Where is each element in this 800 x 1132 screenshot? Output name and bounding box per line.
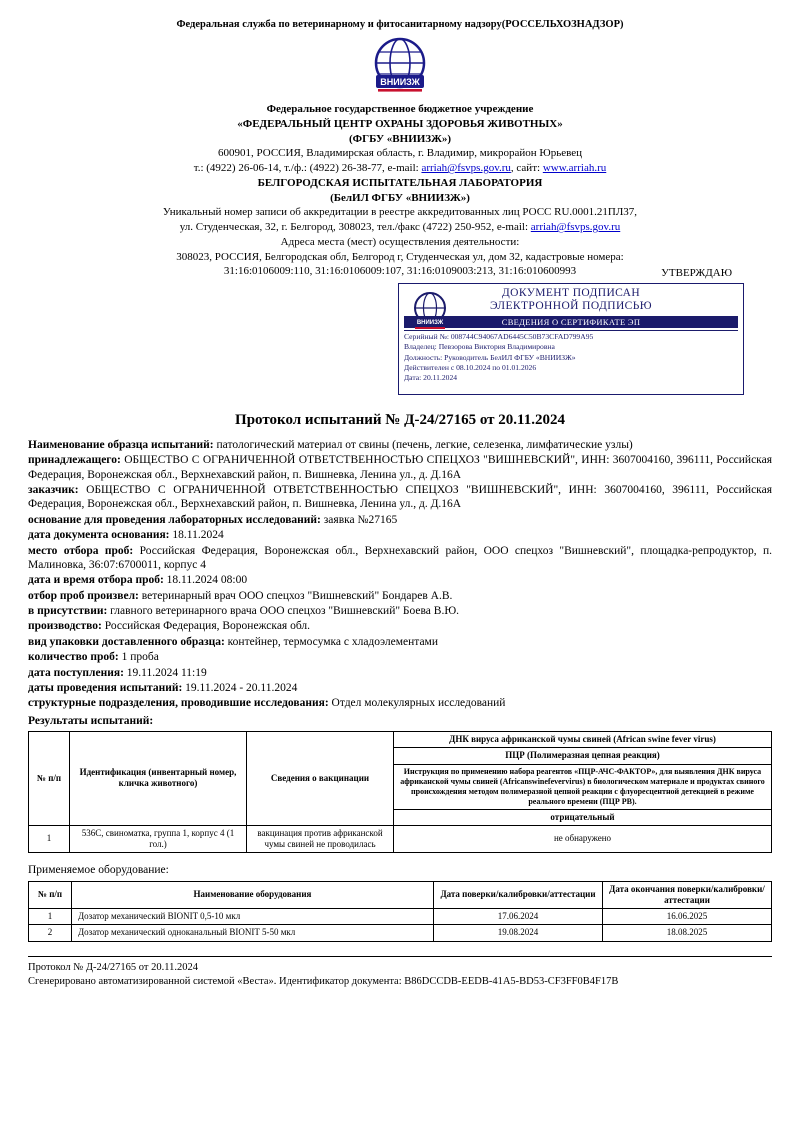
email-link[interactable]: arriah@fsvps.gov.ru xyxy=(421,162,511,175)
equipment-row-name: Дозатор механический ВIONIT 0,5-10 мкл xyxy=(72,909,434,925)
field-label: вид упаковки доставленного образца: xyxy=(28,635,225,648)
places-title: Адреса места (мест) осуществления деятельности: xyxy=(280,235,520,248)
org-line-2: «ФЕДЕРАЛЬНЫЙ ЦЕНТР ОХРАНЫ ЗДОРОВЬЯ ЖИВОТНЫХ» xyxy=(237,117,563,130)
equipment-col-date: Дата поверки/калибровки/аттестации xyxy=(434,881,603,909)
field-value: Российская Федерация, Воронежская обл., Верхнехавский район, ООО спецхоз "Вишневский", площадка-репродуктор, п. Малиновка, 36:07:6700011, корпус 4 xyxy=(28,544,772,571)
stamp-line-2: ЭЛЕКТРОННОЙ ПОДПИСЬЮ xyxy=(490,300,652,313)
places-line-2: 31:16:0106009:110, 31:16:0106009:107, 31:16:0109003:213, 31:16:010600993 xyxy=(223,265,577,278)
row-num: 1 xyxy=(29,825,70,853)
org-line-1: Федеральное государственное бюджетное учреждение xyxy=(266,103,534,116)
field-label: принадлежащего: xyxy=(28,454,121,467)
svg-text:ВНИИЗЖ: ВНИИЗЖ xyxy=(416,320,444,327)
field-label: место отбора проб: xyxy=(28,544,134,557)
equipment-col-name: Наименование оборудования xyxy=(72,881,434,909)
stamp-position: Должность: Руководитель БелИЛ ФГБУ «ВНИИЗЖ» xyxy=(404,352,576,362)
lab-email-link[interactable]: arriah@fsvps.gov.ru xyxy=(530,221,621,234)
vniizh-logo-icon xyxy=(368,35,432,97)
equipment-row-date: 19.08.2024 xyxy=(434,925,603,941)
equipment-table xyxy=(28,881,772,942)
col-vaccination-header: Сведения о вакцинации xyxy=(247,732,394,826)
field-departments xyxy=(28,696,772,710)
field-value: Отдел молекулярных исследований xyxy=(328,697,506,710)
field-value: патологический материал от свины (печень, легкие, селезенка, лимфатические узлы) xyxy=(213,438,633,451)
field-value: 19.11.2024 - 20.11.2024 xyxy=(182,681,298,694)
footer xyxy=(28,956,772,990)
table-header-row xyxy=(29,732,772,748)
equipment-row-num: 1 xyxy=(29,909,72,925)
field-sampled-by xyxy=(28,589,772,603)
field-owner xyxy=(28,453,772,482)
authority-line: Федеральная служба по ветеринарному и фитосанитарному надзору(РОССЕЛЬХОЗНАДЗОР) xyxy=(176,19,624,30)
results-label: Результаты испытаний: xyxy=(28,714,154,727)
field-label: дата документа основания: xyxy=(28,529,170,542)
table-row xyxy=(29,925,772,941)
contacts-mid: , сайт: xyxy=(510,162,543,175)
field-basis xyxy=(28,513,772,527)
field-sample-name xyxy=(28,438,772,452)
field-value: 19.11.2024 11:19 xyxy=(123,666,207,679)
fields-list xyxy=(28,438,772,711)
field-packaging xyxy=(28,635,772,649)
col-result-header: отрицательный xyxy=(394,809,772,825)
logo-container xyxy=(28,35,772,97)
stamp-title xyxy=(404,287,738,313)
org-address: 600901, РОССИЯ, Владимирская область, г. Владимир, микрорайон Юрьевец xyxy=(218,147,582,160)
website-link[interactable]: www.arriah.ru xyxy=(542,162,607,175)
equipment-row-name: Дозатор механический одноканальный ВIONIT 5-50 мкл xyxy=(72,925,434,941)
row-result: не обнаружено xyxy=(394,825,772,853)
field-value: ОБЩЕСТВО С ОГРАНИЧЕННОЙ ОТВЕТСТВЕННОСТЬЮ СПЕЦХОЗ "ВИШНЕВСКИЙ", ИНН: 3607004160, 396111, Российская Федерация, Воронежская обл., Верхнехавский район, п. Вишневка, Ленина ул., д. Д.16А xyxy=(28,454,772,481)
equipment-col-num: № п/п xyxy=(29,881,72,909)
field-label: даты проведения испытаний: xyxy=(28,681,183,694)
field-value: ОБЩЕСТВО С ОГРАНИЧЕННОЙ ОТВЕТСТВЕННОСТЬЮ СПЕЦХОЗ "ВИШНЕВСКИЙ", ИНН: 3607004160, 396111, Российская Федерация, Воронежская обл., Верхнехавский район, п. Вишневка, Ленина ул., д. Д.16А xyxy=(28,484,772,511)
footer-protocol: Протокол № Д-24/27165 от 20.11.2024 xyxy=(28,961,198,973)
table-row xyxy=(29,825,772,853)
field-sample-count xyxy=(28,650,772,664)
field-label: основание для проведения лабораторных исследований: xyxy=(28,513,321,526)
field-test-dates xyxy=(28,681,772,695)
stamp-issuer: Владелец: Певзорова Виктория Владимировна xyxy=(404,342,555,352)
field-label: структурные подразделения, проводившие исследования: xyxy=(28,697,329,710)
col-virus-header: ДНК вируса африканской чумы свиней (African swine fever virus) xyxy=(394,732,772,748)
equipment-row-date: 17.06.2024 xyxy=(434,909,603,925)
equipment-col-end: Дата окончания поверки/калибровки/аттестации xyxy=(603,881,772,909)
field-label: в присутствии: xyxy=(28,605,108,617)
stamp-details xyxy=(404,330,738,383)
field-sampling-datetime xyxy=(28,573,772,587)
results-table xyxy=(28,731,772,853)
col-method-header: ПЦР (Полимеразная цепная реакция) xyxy=(394,748,772,764)
stamp-band: СВЕДЕНИЯ О СЕРТИФИКАТЕ ЭП xyxy=(404,316,738,329)
footer-divider xyxy=(28,956,772,957)
field-value: главного ветеринарного врача ООО спецхоз "Вишневский" Боева В.Ю. xyxy=(107,605,460,617)
field-value: контейнер, термосумка с хладоэлементами xyxy=(224,635,438,648)
equipment-header-row xyxy=(29,881,772,909)
col-num-header: № п/п xyxy=(29,732,70,826)
places-line-1: 308023, РОССИЯ, Белгородская обл, Белгород г, Студенческая ул, дом 32, кадастровые номера: xyxy=(176,250,624,263)
field-production xyxy=(28,619,772,633)
approve-label: УТВЕРЖДАЮ xyxy=(661,267,732,280)
field-customer xyxy=(28,483,772,512)
org-contacts xyxy=(28,162,772,176)
field-label: количество проб: xyxy=(28,651,119,664)
page-title: Протокол испытаний № Д-24/27165 от 20.11.2024 xyxy=(235,412,565,429)
stamp-logo-icon xyxy=(407,290,453,334)
stamp-line-1: ДОКУМЕНТ ПОДПИСАН xyxy=(501,287,641,300)
field-value: Российская Федерация, Воронежская обл. xyxy=(101,620,311,633)
lab-line-1: БЕЛГОРОДСКАЯ ИСПЫТАТЕЛЬНАЯ ЛАБОРАТОРИЯ xyxy=(257,176,543,189)
accreditation-line-1: Уникальный номер записи об аккредитации в реестре аккредитованных лиц РОСС RU.0001.21ПЛ37, xyxy=(162,206,638,219)
field-label: дата и время отбора проб: xyxy=(28,574,164,587)
electronic-signature-stamp xyxy=(398,283,744,395)
field-label: дата поступления: xyxy=(28,666,124,679)
field-label: отбор проб произвел: xyxy=(28,589,139,602)
org-line-3: (ФГБУ «ВНИИЗЖ») xyxy=(348,132,452,145)
field-label: производство: xyxy=(28,620,102,633)
stamp-valid: Действителен с 08.10.2024 по 01.01.2026 xyxy=(404,362,537,372)
field-label: заказчик: xyxy=(28,484,79,496)
footer-generator: Сгенерировано автоматизированной системой «Веста». Идентификатор документа: B86DCCDB-EEDB-41A5-BD53-CF3FF0B4F17B xyxy=(28,976,619,988)
col-instruction-header: Инструкция по применению набора реагентов «ПЦР-АЧС-ФАКТОР», для выявления ДНК вируса африканской чумы свиней (Africanswinefevervirus) в биологическом материале и продуктах свиного происхождения методом полимеразной цепной реакции с флуоресцентной детекцией в режиме реального времени (ПЦР РВ). xyxy=(394,764,772,809)
equipment-row-num: 2 xyxy=(29,925,72,941)
equipment-title: Применяемое оборудование: xyxy=(28,864,169,877)
field-value: ветеринарный врач ООО спецхоз "Вишневский" Бондарев А.В. xyxy=(138,589,453,602)
row-vaccination: вакцинация против африканской чумы свиней не проводилась xyxy=(247,825,394,853)
field-basis-date xyxy=(28,528,772,542)
equipment-row-end: 18.08.2025 xyxy=(603,925,772,941)
field-sampling-place xyxy=(28,544,772,573)
lab-line-2: (БелИЛ ФГБУ «ВНИИЗЖ») xyxy=(330,191,470,204)
field-value: заявка №27165 xyxy=(320,513,398,526)
row-identification: 536С, свиноматка, группа 1, корпус 4 (1 гол.) xyxy=(70,825,247,853)
field-value: 1 проба xyxy=(118,651,159,664)
svg-text:ВНИИЗЖ: ВНИИЗЖ xyxy=(380,77,420,88)
accreditation-address: ул. Студенческая, 32, г. Белгород, 308023, тел./факс (4722) 250-952, e-mail: xyxy=(179,221,531,234)
field-value: 18.11.2024 xyxy=(169,529,224,542)
field-value: 18.11.2024 08:00 xyxy=(163,574,248,587)
field-received-date xyxy=(28,666,772,680)
contacts-prefix: т.: (4922) 26-06-14, т./ф.: (4922) 26-38-77, e-mail: xyxy=(193,162,422,175)
equipment-row-end: 16.06.2025 xyxy=(603,909,772,925)
col-ident-header: Идентификация (инвентарный номер, кличка животного) xyxy=(70,732,247,826)
stamp-date: Дата: 20.11.2024 xyxy=(404,373,458,383)
stamp-serial: Серийный №: 008744C94067AD6445C50B73CFAD799A95 xyxy=(404,332,594,342)
field-witness xyxy=(28,604,772,618)
field-label: Наименование образца испытаний: xyxy=(28,438,214,451)
accreditation-line-2 xyxy=(28,221,772,235)
table-row xyxy=(29,909,772,925)
